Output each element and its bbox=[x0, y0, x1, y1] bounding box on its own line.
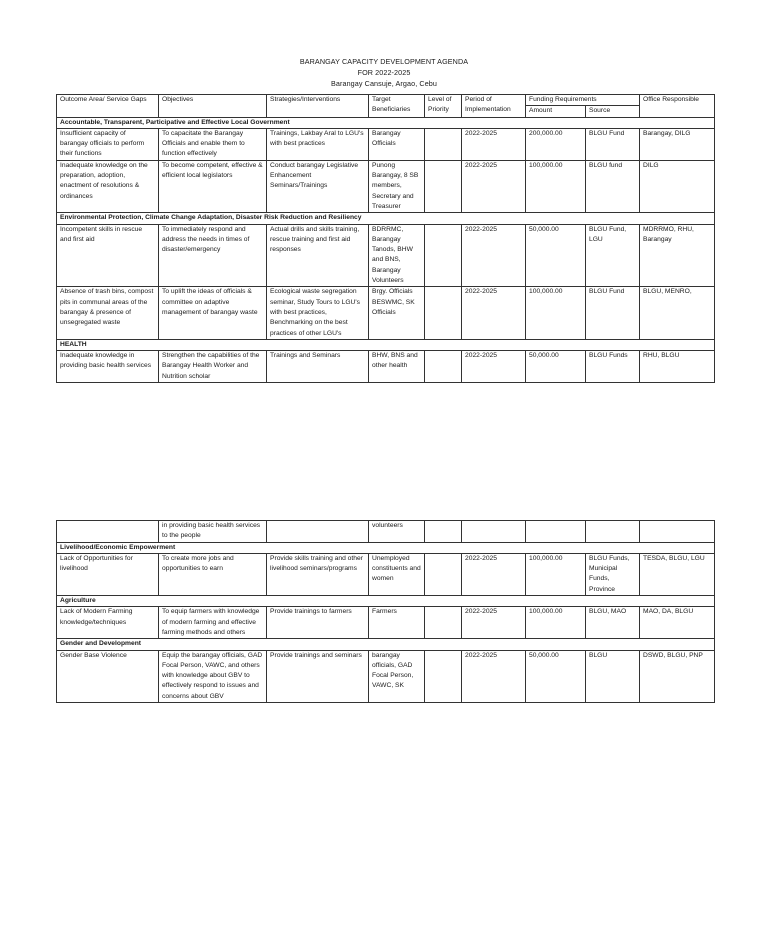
cell-strategy: Provide trainings and seminars bbox=[267, 650, 369, 702]
cell-source: BLGU bbox=[586, 650, 640, 702]
table-row bbox=[57, 607, 715, 639]
cell-period: 2022-2025 bbox=[462, 224, 526, 287]
cell-source: BLGU Fund bbox=[586, 128, 640, 160]
cell-priority bbox=[425, 287, 462, 339]
cell-gap: Lack of Opportunities for livelihood bbox=[57, 553, 159, 595]
cell-period: 2022-2025 bbox=[462, 650, 526, 702]
table-header-row bbox=[57, 95, 715, 106]
cell-amount: 100,000.00 bbox=[526, 287, 586, 339]
cell-priority bbox=[425, 160, 462, 212]
cell-office bbox=[640, 521, 715, 543]
table-row bbox=[57, 160, 715, 212]
cell-beneficiaries: Punong Barangay, 8 SB members, Secretary and Treasurer bbox=[369, 160, 425, 212]
section-row bbox=[57, 117, 715, 128]
cell-strategy: Ecological waste segregation seminar, Study Tours to LGU's with best practices, Benchmarking on the best practices of other LGU's bbox=[267, 287, 369, 339]
cell-period: 2022-2025 bbox=[462, 160, 526, 212]
cell-office: DILG bbox=[640, 160, 715, 212]
cell-priority bbox=[425, 607, 462, 639]
cell-strategy: Actual drills and skills training, rescue training and first aid responses bbox=[267, 224, 369, 287]
cell-period: 2022-2025 bbox=[462, 128, 526, 160]
cell-strategy bbox=[267, 521, 369, 543]
cell-priority bbox=[425, 650, 462, 702]
agenda-table-page-1 bbox=[56, 94, 715, 383]
cell-amount: 100,000.00 bbox=[526, 607, 586, 639]
header-period: Period of Implementation bbox=[462, 95, 526, 118]
cell-office: MAO, DA, BLGU bbox=[640, 607, 715, 639]
cell-objective: in providing basic health services to the people bbox=[159, 521, 267, 543]
cell-gap: Absence of trash bins, compost pits in communal areas of the barangay & presence of unsegregated waste bbox=[57, 287, 159, 339]
cell-gap: Incompetent skills in rescue and first aid bbox=[57, 224, 159, 287]
cell-amount: 50,000.00 bbox=[526, 650, 586, 702]
section-row bbox=[57, 542, 715, 553]
cell-objective: To capacitate the Barangay Officials and enable them to function effectively bbox=[159, 128, 267, 160]
cell-period bbox=[462, 521, 526, 543]
document-period: FOR 2022-2025 bbox=[357, 68, 411, 77]
cell-source bbox=[586, 521, 640, 543]
cell-beneficiaries: BDRRMC, Barangay Tanods, BHW and BNS, Barangay Volunteers bbox=[369, 224, 425, 287]
section-title: Gender and Development bbox=[57, 639, 715, 650]
cell-priority bbox=[425, 128, 462, 160]
table-row bbox=[57, 287, 715, 339]
cell-office: RHU, BLGU bbox=[640, 351, 715, 383]
cell-amount bbox=[526, 521, 586, 543]
cell-beneficiaries: Farmers bbox=[369, 607, 425, 639]
cell-gap: Inadequate knowledge in providing basic health services bbox=[57, 351, 159, 383]
cell-priority bbox=[425, 224, 462, 287]
cell-source: BLGU Fund, LGU bbox=[586, 224, 640, 287]
table-row bbox=[57, 650, 715, 702]
cell-priority bbox=[425, 521, 462, 543]
document-location: Barangay Cansuje, Argao, Cebu bbox=[331, 79, 437, 88]
header-strategies: Strategies/Interventions bbox=[267, 95, 369, 118]
cell-office: DSWD, BLGU, PNP bbox=[640, 650, 715, 702]
cell-objective: To create more jobs and opportunities to earn bbox=[159, 553, 267, 595]
cell-source: BLGU, MAO bbox=[586, 607, 640, 639]
cell-period: 2022-2025 bbox=[462, 351, 526, 383]
cell-strategy: Conduct barangay Legislative Enhancement Seminars/Trainings bbox=[267, 160, 369, 212]
cell-beneficiaries: BHW, BNS and other health bbox=[369, 351, 425, 383]
cell-gap: Insufficient capacity of barangay officials to perform their functions bbox=[57, 128, 159, 160]
document-title: BARANGAY CAPACITY DEVELOPMENT AGENDA bbox=[299, 57, 469, 66]
document-header bbox=[0, 56, 768, 89]
cell-amount: 100,000.00 bbox=[526, 553, 586, 595]
section-title: HEALTH bbox=[57, 339, 715, 350]
cell-priority bbox=[425, 553, 462, 595]
table-row bbox=[57, 351, 715, 383]
agenda-table-page-2 bbox=[56, 520, 715, 703]
cell-beneficiaries: Barangay Officials bbox=[369, 128, 425, 160]
header-beneficiaries: Target Beneficiaries bbox=[369, 95, 425, 118]
cell-gap: Gender Base Violence bbox=[57, 650, 159, 702]
cell-amount: 50,000.00 bbox=[526, 224, 586, 287]
cell-period: 2022-2025 bbox=[462, 287, 526, 339]
cell-beneficiaries: volunteers bbox=[369, 521, 425, 543]
cell-office: MDRRMO, RHU, Barangay bbox=[640, 224, 715, 287]
section-title: Environmental Protection, Climate Change Adaptation, Disaster Risk Reduction and Resiliency bbox=[57, 213, 715, 224]
cell-amount: 200,000.00 bbox=[526, 128, 586, 160]
cell-source: BLGU Funds bbox=[586, 351, 640, 383]
cell-strategy: Provide skills training and other livelihood seminars/programs bbox=[267, 553, 369, 595]
cell-priority bbox=[425, 351, 462, 383]
section-row bbox=[57, 596, 715, 607]
cell-strategy: Provide trainings to farmers bbox=[267, 607, 369, 639]
table-row bbox=[57, 128, 715, 160]
cell-source: BLGU Fund bbox=[586, 287, 640, 339]
cell-office: BLGU, MENRO, bbox=[640, 287, 715, 339]
section-title: Agriculture bbox=[57, 596, 715, 607]
header-outcome: Outcome Area/ Service Gaps bbox=[57, 95, 159, 118]
table-row bbox=[57, 553, 715, 595]
section-row bbox=[57, 339, 715, 350]
cell-objective: To uplift the ideas of officials & committee on adaptive management of barangay waste bbox=[159, 287, 267, 339]
cell-objective: To equip farmers with knowledge of modern farming and effective farming methods and others bbox=[159, 607, 267, 639]
cell-objective: To become competent, effective & efficient local legislators bbox=[159, 160, 267, 212]
cell-source: BLGU Funds, Municipal Funds, Province bbox=[586, 553, 640, 595]
cell-amount: 100,000.00 bbox=[526, 160, 586, 212]
cell-office: TESDA, BLGU, LGU bbox=[640, 553, 715, 595]
cell-period: 2022-2025 bbox=[462, 607, 526, 639]
header-amount: Amount bbox=[526, 106, 586, 117]
section-title: Livelihood/Economic Empowerment bbox=[57, 542, 715, 553]
cell-gap: Lack of Modern Farming knowledge/techniques bbox=[57, 607, 159, 639]
cell-strategy: Trainings, Lakbay Aral to LGU's with best practices bbox=[267, 128, 369, 160]
cell-gap bbox=[57, 521, 159, 543]
header-objectives: Objectives bbox=[159, 95, 267, 118]
section-row bbox=[57, 213, 715, 224]
cell-beneficiaries: Unemployed constituents and women bbox=[369, 553, 425, 595]
section-title: Accountable, Transparent, Participative and Effective Local Government bbox=[57, 117, 715, 128]
cell-beneficiaries: barangay officials, GAD Focal Person, VAWC, SK bbox=[369, 650, 425, 702]
cell-strategy: Trainings and Seminars bbox=[267, 351, 369, 383]
table-row bbox=[57, 224, 715, 287]
cell-objective: Strengthen the capabilities of the Barangay Health Worker and Nutrition scholar bbox=[159, 351, 267, 383]
cell-period: 2022-2025 bbox=[462, 553, 526, 595]
cell-gap: Inadequate knowledge on the preparation, adoption, enactment of resolutions & ordinances bbox=[57, 160, 159, 212]
cell-objective: To immediately respond and address the needs in times of disaster/emergency bbox=[159, 224, 267, 287]
cell-objective: Equip the barangay officials, GAD Focal Person, VAWC, and others with knowledge about GBV to effectively respond to issues and concerns about GBV bbox=[159, 650, 267, 702]
header-funding: Funding Requirements bbox=[526, 95, 640, 106]
header-source: Source bbox=[586, 106, 640, 117]
cell-beneficiaries: Brgy. Officials BESWMC, SK Officials bbox=[369, 287, 425, 339]
cell-office: Barangay, DILG bbox=[640, 128, 715, 160]
table-row bbox=[57, 521, 715, 543]
section-row bbox=[57, 639, 715, 650]
cell-amount: 50,000.00 bbox=[526, 351, 586, 383]
header-priority: Level of Priority bbox=[425, 95, 462, 118]
cell-source: BLGU fund bbox=[586, 160, 640, 212]
header-office: Office Responsible bbox=[640, 95, 715, 118]
